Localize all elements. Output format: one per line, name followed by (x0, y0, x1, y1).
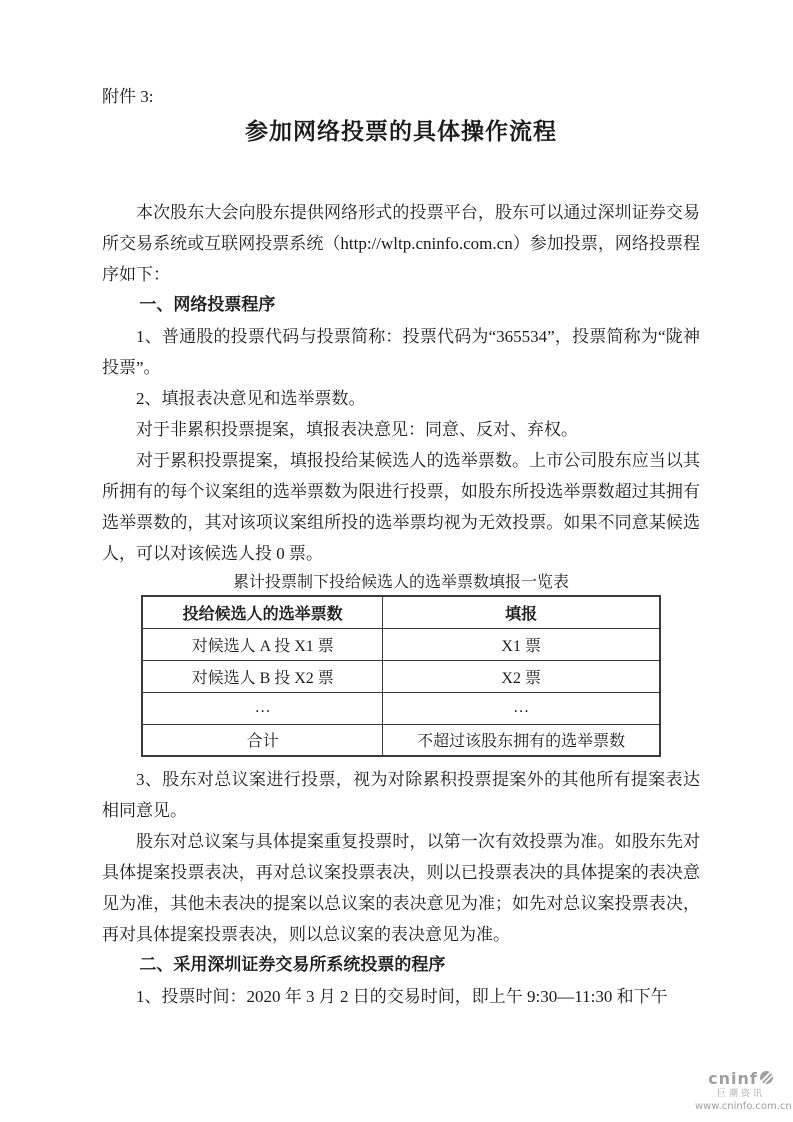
table-header-votes: 投给候选人的选举票数 (142, 596, 383, 628)
table-cell: … (383, 692, 660, 724)
document-content (102, 0, 700, 1012)
paragraph-cumulative: 对于累积投票提案，填报投给某候选人的选举票数。上市公司股东应当以其所拥有的每个议案组的选举票数为限进行投票，如股东所投选举票数超过其拥有选举票数的，其对该项议案组所投的选举票均视为无效投票。如果不同意某候选人，可以对该候选人投 0 票。 (102, 451, 700, 563)
table-cell: 对候选人 A 投 X1 票 (142, 628, 383, 660)
table-header-row (142, 596, 660, 628)
paragraph-vote-time: 1、投票时间：2020 年 3 月 2 日的交易时间，即上午 9:30—11:30 和下午 (136, 987, 668, 1006)
table-header-fill: 填报 (383, 596, 660, 628)
page-title: 参加网络投票的具体操作流程 (245, 119, 557, 145)
table-cell: X1 票 (383, 628, 660, 660)
vote-count-table (141, 595, 661, 757)
section1-heading: 一、网络投票程序 (139, 295, 276, 315)
cninfo-watermark (695, 1069, 792, 1112)
cninfo-logo (695, 1070, 787, 1089)
table-cell: 合计 (142, 724, 383, 756)
paragraph-fill-opinion: 2、填报表决意见和选举票数。 (136, 389, 366, 408)
table-cell: … (142, 692, 383, 724)
cninfo-url: www.cninfo.com.cn (695, 1101, 792, 1112)
table-cell: 对候选人 B 投 X2 票 (142, 660, 383, 692)
section2-heading: 二、采用深圳证券交易所系统投票的程序 (139, 955, 446, 975)
paragraph-noncumulative: 对于非累积投票提案，填报表决意见：同意、反对、弃权。 (136, 420, 578, 439)
table-cell: 不超过该股东拥有的选举票数 (383, 724, 660, 756)
paragraph-general-motion: 3、股东对总议案进行投票，视为对除累积投票提案外的其他所有提案表达相同意见。 (102, 770, 700, 820)
table-row (142, 660, 660, 692)
table-row (142, 724, 660, 756)
paragraph-duplicate-vote: 股东对总议案与具体提案重复投票时，以第一次有效投票为准。如股东先对具体提案投票表决，再对总议案投票表决，则以已投票表决的具体提案的表决意见为准，其他未表决的提案以总议案的表决意见为准；如先对总议案投票表决，再对具体提案投票表决，则以总议案的表决意见为准。 (102, 832, 700, 944)
cninfo-logo-text: cninf (708, 1069, 758, 1089)
cninfo-swirl-icon (759, 1070, 774, 1089)
table-caption: 累计投票制下投给候选人的选举票数填报一览表 (232, 574, 569, 591)
table-cell: X2 票 (383, 660, 660, 692)
table-row (142, 628, 660, 660)
table-row (142, 692, 660, 724)
cninfo-caption: 巨潮资讯 (716, 1088, 765, 1099)
intro-paragraph: 本次股东大会向股东提供网络形式的投票平台，股东可以通过深圳证券交易所交易系统或互联网投票系统（http://wltp.cninfo.com.cn）参加投票，网络投票程序如下： (102, 203, 700, 284)
attachment-label: 附件 3: (102, 87, 154, 106)
paragraph-vote-code: 1、普通股的投票代码与投票简称：投票代码为“365534”，投票简称为“陇神投票”。 (102, 327, 700, 377)
